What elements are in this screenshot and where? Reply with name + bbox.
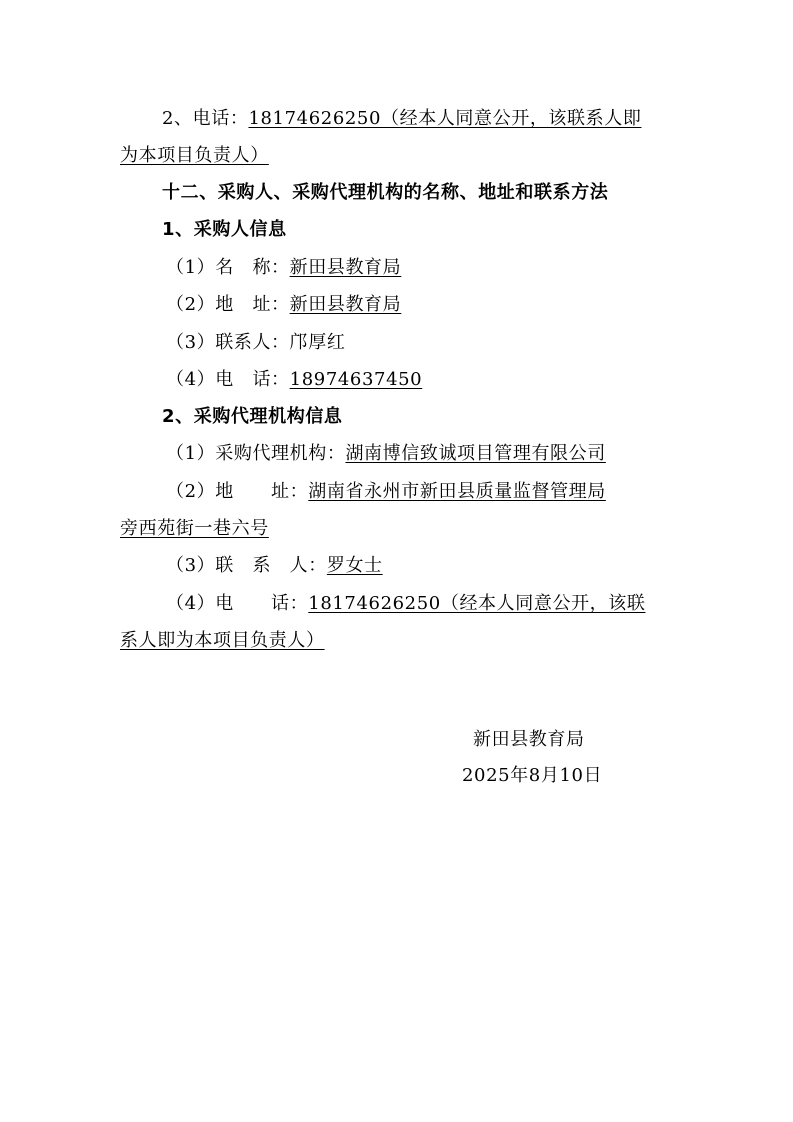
purchaser-name-line [166,256,401,280]
prev-phone-label: 2、电话： [162,108,249,129]
agency-addr-line [166,480,606,504]
purchaser-phone-label: （4）电 话： [166,369,290,390]
signature-org: 新田县教育局 [473,729,585,750]
agency-addr-value: 湖南省永州市新田县质量监督管理局 [308,481,606,502]
agency-phone-value-cont: 系人即为本项目负责人） [120,630,325,651]
prev-phone-value-cont: 为本项目负责人） [120,145,269,166]
agency-phone-label: （4）电 话： [166,593,309,614]
purchaser-name-value: 新田县教育局 [289,257,402,278]
purchaser-phone-value: 18974637450 [289,369,423,390]
purchaser-addr-value: 新田县教育局 [289,294,402,315]
purchaser-contact-line [166,331,345,355]
agency-addr-value-cont: 旁西苑街一巷六号 [120,518,269,539]
section12-heading: 十二、采购人、采购代理机构的名称、地址和联系方法 [162,182,609,203]
agency-addr-label: （2）地 址： [166,481,309,502]
purchaser-contact-label: （3）联系人： [166,332,290,353]
prev-phone-line [162,107,641,131]
agency-contact-line [166,554,383,578]
agency-contact-value: 罗女士 [326,555,383,576]
agency-org-line [166,442,606,466]
signature-date: 2025年8月10日 [462,765,603,786]
agency-org-value: 湖南博信致诚项目管理有限公司 [345,443,606,464]
prev-phone-value: 18174626250（经本人同意公开，该联系人即 [248,108,642,129]
purchaser-phone-line [166,368,422,392]
agency-org-label: （1）采购代理机构： [166,443,346,464]
agency-phone-value: 18174626250（经本人同意公开，该联 [308,593,646,614]
purchaser-contact-value: 邝厚红 [289,332,346,353]
agency-phone-line [166,592,645,616]
agency-title: 2、采购代理机构信息 [162,406,343,427]
purchaser-addr-label: （2）地 址： [166,294,290,315]
purchaser-title: 1、采购人信息 [162,219,287,240]
purchaser-name-label: （1）名 称： [166,257,290,278]
agency-contact-label: （3）联 系 人： [166,555,327,576]
purchaser-addr-line [166,293,401,317]
